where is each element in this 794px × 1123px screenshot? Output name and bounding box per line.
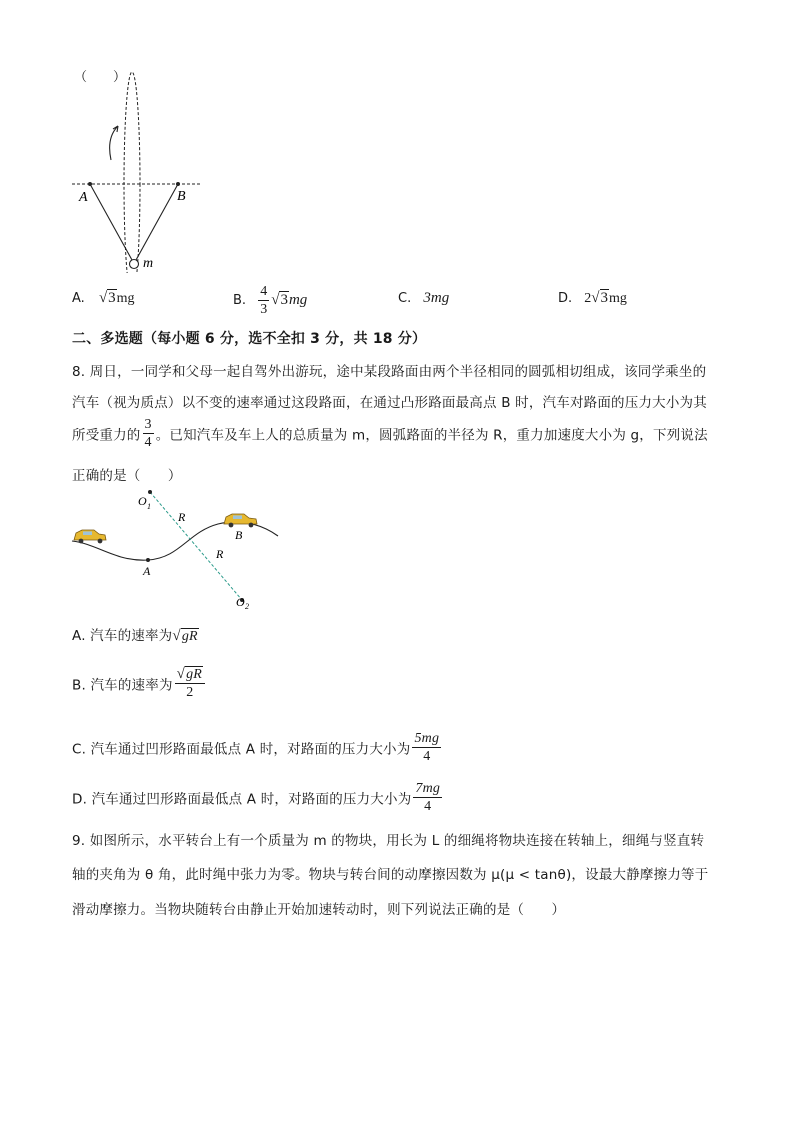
q7-option-c[interactable] [398,290,449,307]
q8-option-c-frac-num: 5mg [414,731,440,746]
q8-option-d[interactable] [72,780,444,815]
q8-stem-line-3-post: 。已知汽车及车上人的总质量为 m，圆弧路面的半径为 R，重力加速度大小为 g，下列说法 [155,427,708,444]
q7-answer-paren: （ ） [74,70,127,85]
q7-option-b-sqrt: √3 [271,292,288,308]
q8-label-a: A [143,564,151,578]
q8-option-b[interactable] [72,666,207,701]
q7-point-b [176,182,180,186]
q7-ball [130,260,139,269]
q8-label-b: B [235,528,243,542]
q7-option-b[interactable] [233,283,307,318]
q8-stem-frac-den: 4 [144,435,152,450]
q8-stem-fraction [143,416,154,451]
q8-option-a-text: A. 汽车的速率为 [72,628,173,644]
q7-option-c-value: 3mg [423,290,450,306]
q8-label-o2-sub: 2 [245,602,249,611]
q7-option-b-frac-num: 4 [260,284,268,299]
q8-stem-line-1: 8. 周日，一同学和父母一起自驾外出游玩，途中某段路面由两个半径相同的圆弧相切组成，该同学乘坐的 [72,364,707,380]
q8-option-c-fraction [412,730,441,765]
q7-option-d-letter: D. [558,291,573,306]
q7-string-a [90,184,132,260]
q7-option-b-suffix: mg [288,292,308,308]
q8-option-b-radicand: gR [186,667,203,682]
q8-car-left-icon [74,530,106,543]
q7-option-a-letter: A. [72,291,85,306]
q8-label-r1: R [178,510,186,524]
q7-point-a [88,182,92,186]
q8-option-b-text: B. 汽车的速率为 [72,677,173,694]
q8-option-d-frac-den: 4 [424,799,432,814]
q7-label-m: m [143,256,154,271]
q8-option-d-text: D. 汽车通过凹形路面最低点 A 时，对路面的压力大小为 [72,791,412,808]
q7-conical-pendulum-figure [66,68,216,273]
q9-stem-line-1: 9. 如图所示，水平转台上有一个质量为 m 的物块，用长为 L 的细绳将物块连接在转轴上，细绳与竖直转 [72,833,705,849]
q8-option-d-frac-num: 7mg [415,781,441,796]
q8-label-o1: O [138,494,147,508]
q7-label-a: A [79,190,88,205]
q9-stem-line-2: 轴的夹角为 θ 角，此时绳中张力为零。物块与转台间的动摩擦因数为 μ(μ < tanθ)，设最大静摩擦力等于 [72,867,709,883]
q8-label-o1-sub: 1 [147,502,151,511]
q8-stem-line-4: 正确的是（ ） [72,468,182,484]
q8-road-figure [68,484,288,614]
q7-label-b: B [177,189,186,204]
q8-option-c-frac-den: 4 [423,749,431,764]
q7-option-b-fraction [258,283,269,318]
q7-option-b-frac-den: 3 [260,302,268,317]
q8-stem-line-2: 汽车（视为质点）以不变的速率通过这段路面，在通过凸形路面最高点 B 时，汽车对路面的压力大小为其 [72,395,707,411]
q7-option-d-radicand: 3 [600,290,609,306]
q7-option-b-letter: B. [233,293,247,308]
q8-option-d-fraction [413,780,442,815]
q7-option-d-coef: 2 [584,291,592,306]
q7-option-a-radicand: 3 [108,290,116,306]
q8-point-a [146,558,150,562]
q7-orbit-ellipse [124,72,140,273]
q7-option-b-radicand: 3 [280,292,288,308]
q8-option-b-frac-num: √gR [175,666,205,684]
section-heading-multiple-choice: 二、多选题（每小题 6 分，选不全扣 3 分，共 18 分） [72,331,427,347]
q7-option-d-sqrt: √3 [591,290,609,306]
q8-option-b-frac-den: 2 [186,685,194,700]
q8-stem-frac-num: 3 [144,417,152,432]
q8-option-b-fraction [175,666,205,701]
q8-option-a-radicand: gR [181,629,198,644]
q7-string-b [136,184,178,260]
q8-stem-line-3 [72,416,708,451]
q8-label-o2: O [236,595,245,609]
q8-option-a-sqrt: √gR [172,628,198,644]
q8-radius-line [150,492,242,600]
q8-label-r2: R [216,547,224,561]
q8-option-c[interactable] [72,730,443,765]
q8-point-o1 [148,490,152,494]
q8-option-a[interactable] [72,624,199,645]
q7-option-d[interactable] [558,290,627,307]
q7-option-a-sqrt: √3 [98,290,116,306]
q7-option-d-suffix: mg [609,291,627,306]
q7-option-a[interactable] [72,290,135,307]
q7-option-a-suffix: mg [116,291,135,306]
q8-car-right-icon [224,514,257,527]
q9-stem-line-3: 滑动摩擦力。当物块随转台由静止开始加速转动时，则下列说法正确的是（ ） [72,902,566,918]
q8-stem-line-3-pre: 所受重力的 [72,427,141,444]
q8-option-c-text: C. 汽车通过凹形路面最低点 A 时，对路面的压力大小为 [72,741,411,758]
q8-road-curve [72,522,278,560]
q7-option-c-letter: C. [398,291,412,306]
